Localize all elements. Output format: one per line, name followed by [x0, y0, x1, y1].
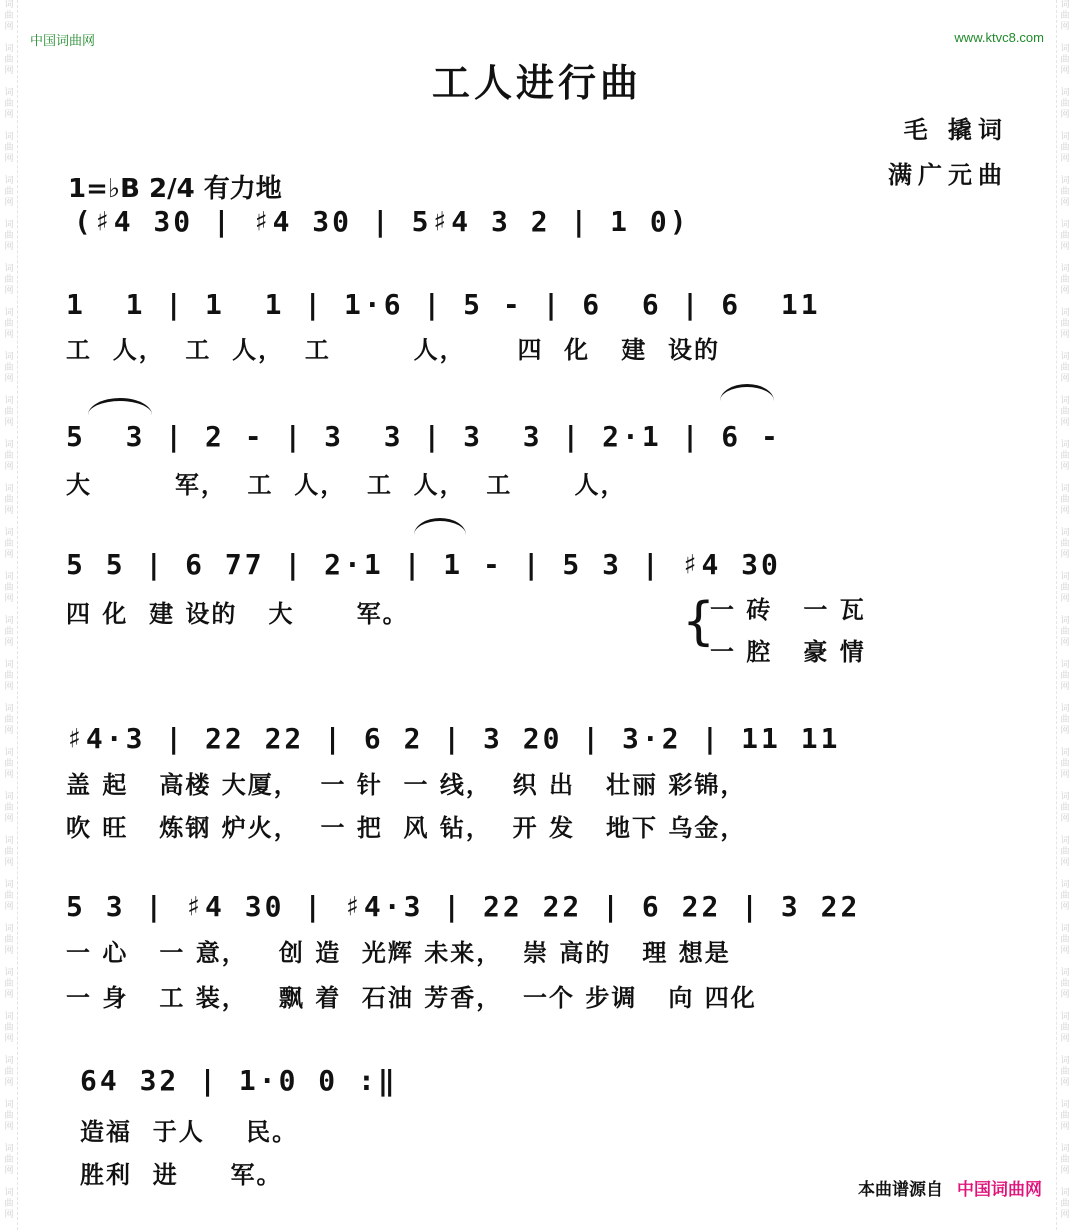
watermark-left: 词 曲 网 词 曲 网 词 曲 网 词 曲 网 词 曲 网 词 曲 网 词 曲 网 词 曲 网 词 曲 网 词 曲 网 词 曲 网 词 曲 网 词 曲 网 词 曲 网 词 曲 网 词 曲 网 词 曲 网 词 曲 网 词 曲 网 词 曲 网 词 曲 网 词 曲 网 词 曲 网 词 曲 网 词 曲 网 词 曲 网 词 曲 网 词 曲 网 — [1, 0, 18, 1230]
row-3-lyrics: 四 化 建 设的 大 军。 — [66, 600, 409, 628]
source-credit — [858, 1175, 1042, 1200]
source-site[interactable]: 中国词曲网 — [957, 1180, 1042, 1200]
row-6-notes: 64 32 | 1·0 0 :‖ — [80, 1064, 398, 1097]
row-5-lyrics-verse-1: 一 心 一 意， 创 造 光辉 未来， 崇 高的 理 想是 — [66, 939, 731, 967]
row-1-notes: 1 1 | 1 1 | 1·6 | 5 - | 6 6 | 6 11 — [66, 288, 821, 321]
row-3-notes: 5 5 | 6 77 | 2·1 | 1 - | 5 3 | ♯4 30 — [66, 548, 781, 581]
slur-row-2b — [720, 384, 774, 401]
site-name-left[interactable]: 中国词曲网 — [30, 34, 96, 49]
row-6-lyrics-verse-2: 胜利 进 军。 — [80, 1161, 283, 1189]
row-2-lyrics: 大 军， 工 人， 工 人， 工 人， — [66, 471, 627, 499]
slur-row-3 — [414, 518, 466, 535]
verse-brace: { — [682, 592, 716, 652]
slur-row-2a — [88, 398, 152, 415]
lyricist-credit: 毛 撬词 — [903, 116, 1008, 144]
row-4-lyrics-verse-2: 吹 旺 炼钢 炉火， 一 把 风 钻， 开 发 地下 乌金， — [66, 814, 747, 842]
site-url-right[interactable]: www.ktvc8.com — [954, 30, 1044, 45]
row-3-lyrics-verse-1: 一 砖 一 瓦 — [710, 596, 866, 624]
row-4-lyrics-verse-1: 盖 起 高楼 大厦， 一 针 一 线， 织 出 壮丽 彩锦， — [66, 771, 747, 799]
key-signature: 1=♭B 2/4 有力地 — [68, 174, 282, 204]
row-5-notes: 5 3 | ♯4 30 | ♯4·3 | 22 22 | 6 22 | 3 22 — [66, 890, 861, 923]
watermark-right: 词 曲 网 词 曲 网 词 曲 网 词 曲 网 词 曲 网 词 曲 网 词 曲 网 词 曲 网 词 曲 网 词 曲 网 词 曲 网 词 曲 网 词 曲 网 词 曲 网 词 曲 网 词 曲 网 词 曲 网 词 曲 网 词 曲 网 词 曲 网 词 曲 网 词 曲 网 词 曲 网 词 曲 网 词 曲 网 词 曲 网 词 曲 网 词 曲 网 — [1056, 0, 1073, 1230]
composer-credit: 满广元曲 — [888, 161, 1008, 189]
row-5-lyrics-verse-2: 一 身 工 装， 飘 着 石油 芳香， 一个 步调 向 四化 — [66, 984, 757, 1012]
row-4-notes: ♯4·3 | 22 22 | 6 2 | 3 20 | 3·2 | 11 11 — [66, 722, 841, 755]
intro-notes: (♯4 30 | ♯4 30 | 5♯4 3 2 | 1 0) — [74, 205, 690, 238]
source-label: 本曲谱源自 — [858, 1180, 943, 1200]
row-3-lyrics-verse-2: 一 腔 豪 情 — [710, 638, 866, 666]
row-6-lyrics-verse-1: 造福 于人 民。 — [80, 1118, 299, 1146]
row-2-notes: 5 3 | 2 - | 3 3 | 3 3 | 2·1 | 6 - — [66, 420, 781, 453]
song-title: 工人进行曲 — [431, 61, 642, 105]
row-1-lyrics: 工 人， 工 人， 工 人， 四 化 建 设的 — [66, 336, 720, 364]
